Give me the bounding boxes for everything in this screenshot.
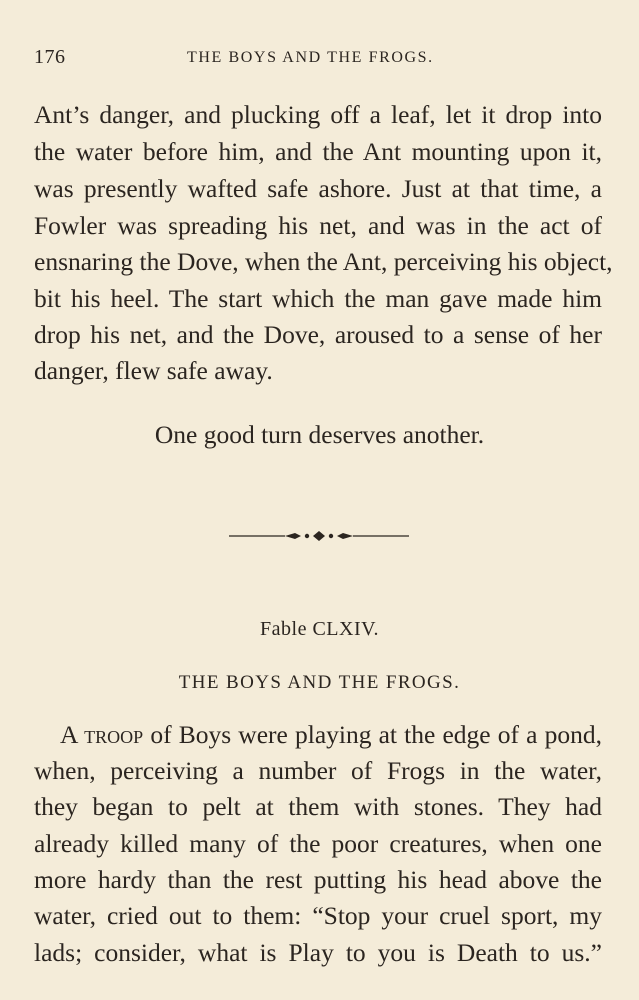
text-line: Ant’s danger, and plucking off a leaf, let it drop into: [34, 100, 602, 129]
text-line: water, cried out to them: “Stop your cruel sport, my: [34, 901, 602, 930]
text-line: the water before him, and the Ant mounting upon it,: [34, 137, 602, 166]
text-line: drop his net, and the Dove, aroused to a sense of her: [34, 320, 602, 349]
text-line: [34, 720, 602, 750]
running-head: THE BOYS AND THE FROGS.: [187, 49, 434, 66]
text-line: bit his heel. The start which the man gave made him: [34, 284, 602, 313]
fable-title: THE BOYS AND THE FROGS.: [178, 672, 461, 693]
fable-moral: One good turn deserves another.: [154, 420, 485, 449]
text-line: was presently wafted safe ashore. Just at that time, a: [34, 174, 602, 203]
text-line: when, perceiving a number of Frogs in the water,: [34, 756, 602, 785]
fable-number-label: Fable CLXIV.: [260, 618, 379, 640]
ornament-divider-icon: [229, 527, 409, 545]
text-line: Fowler was spreading his net, and was in the act of: [34, 211, 602, 240]
text-line-rest: of Boys were playing at the edge of a pond,: [143, 720, 602, 749]
text-line: lads; consider, what is Play to you is Death to us.”: [34, 938, 602, 967]
drop-lead-words: A troop: [60, 720, 144, 749]
text-line: ensnaring the Dove, when the Ant, perceiving his object,: [34, 247, 613, 276]
text-line: already killed many of the poor creatures, when one: [34, 829, 602, 858]
text-line: they began to pelt at them with stones. They had: [34, 792, 602, 821]
text-line: more hardy than the rest putting his head above the: [34, 865, 602, 894]
page-number: 176: [34, 46, 66, 68]
text-line: danger, flew safe away.: [34, 356, 273, 385]
page-header: [34, 46, 605, 76]
